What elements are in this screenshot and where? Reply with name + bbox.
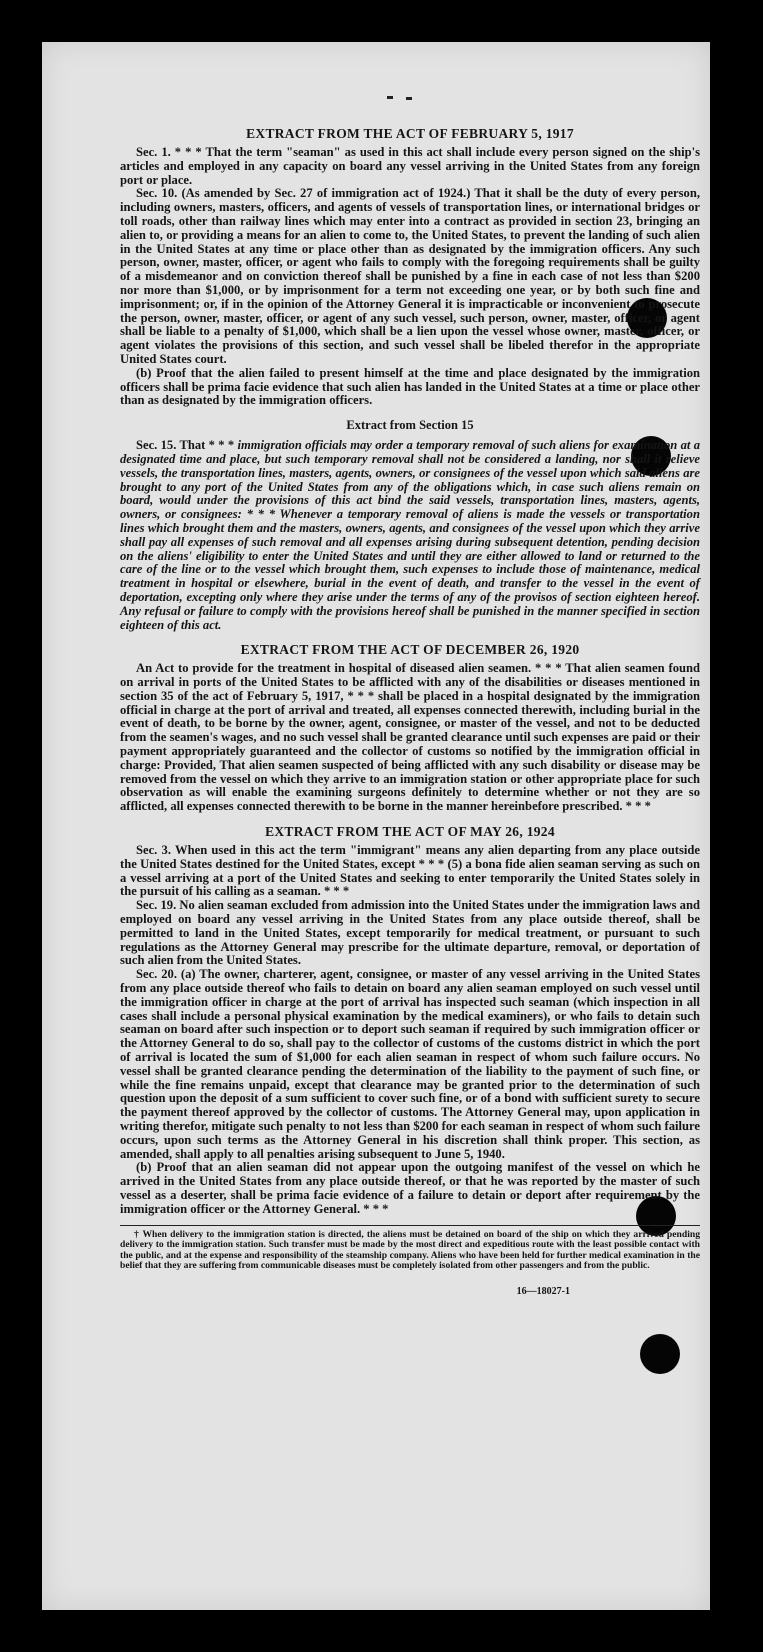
footnote: † When delivery to the immigration station is directed, the aliens must be detained on board of the ship on which they arrived pending delivery to the immigration station. Such transfer must be made by the most direct and expeditious route with the least possible contact with the public, and at the expense and responsibility of the steamship company. Aliens who have been held for further medical examination in the belief that they are suffering from communicable diseases must be completely isolated from other passengers and from the public. — [120, 1228, 700, 1272]
document-body — [120, 120, 700, 1297]
section-heading: EXTRACT FROM THE ACT OF DECEMBER 26, 1920 — [240, 642, 580, 658]
paragraph: (b) Proof that an alien seaman did not appear upon the outgoing manifest of the vessel on which he arrived in the United States from any place outside thereof, or that he was reported by the master of such vessel as a deserter, shall be prima facie evidence of a failure to detain or deport after requirement by the immigration officer or the Attorney General. * * * — [120, 1160, 700, 1216]
paragraph: Sec. 1. * * * That the term "seaman" as used in this act shall include every person signed on the ship's articles and employed in any capacity on board any vessel arriving in the United States from any foreign port or place. — [120, 145, 700, 187]
paragraph: Sec. 3. When used in this act the term "immigrant" means any alien departing from any place outside the United States destined for the United States, except * * * (5) a bona fide alien seaman serving as such on a vessel arriving at a port of the United States and seeking to enter temporarily the United States solely in the pursuit of his calling as a seaman. * * * — [120, 843, 700, 899]
form-number: 16—18027-1 — [516, 1285, 570, 1297]
paragraph: An Act to provide for the treatment in hospital of diseased alien seamen. * * * That alien seamen found on arrival in ports of the United States to be afflicted with any of the disabilities or diseases mentioned in section 35 of the act of February 5, 1917, * * * shall be placed in a hospital designated by the immigration official in charge at the port of arrival and treated, all expenses connected therewith, including burial in the event of death, to be borne by the owner, agent, consignee, or master of the vessel, and not to be deducted from the seamen's wages, and no such vessel shall be granted clearance until such expenses are paid or their payment appropriately guaranteed and the collector of customs so notified by the immigration official in charge: Provided, That alien seamen suspected of being afflicted with any such disability or disease may be removed from the vessel on which they arrive to an immigration station or other appropriate place for such observation as will enable the examining surgeons definitely to determine whether or not they are so afflicted, all expenses connected therewith to be borne in the manner hereinbefore prescribed. * * * — [120, 661, 700, 814]
punch-hole — [640, 1334, 680, 1374]
scan-mark — [387, 96, 393, 99]
section-heading: EXTRACT FROM THE ACT OF MAY 26, 1924 — [265, 824, 555, 840]
italic-text: immigration officials may order a temporary removal of such aliens for examination at a designated time and place, but such temporary removal shall not be considered a landing, nor shall it relieve vessels, the transportation lines, masters, agents, owners, or consignees of the vessel upon which said aliens are brought to any port of the United States from any of the obligations which, in case such aliens remain on board, would under the provisions of this act bind the said vessels, transportation lines, masters, agents, owners, or consignees: * * * Whenever a temporary removal of aliens is made the vessels or transportation lines which brought them and the masters, owners, agents, and consignees of the vessel upon which they arrive shall pay all expenses of such removal and all expenses arising during subsequent detention, pending decision on the aliens' eligibility to enter the United States and until they are either allowed to land or returned to the care of the line or to the vessel which brought them, such expenses to include those of maintenance, medical treatment in hospital or elsewhere, burial in the event of death, and transfer to the vessel in the event of deportation, excepting only where they arise under the terms of any of the provisos of section eighteen hereof. Any refusal or failure to comply with the provisions hereof shall be punished in the manner specified in section eighteen of this act. — [120, 438, 700, 632]
section-subheading: Extract from Section 15 — [346, 418, 474, 433]
paragraph: Sec. 10. (As amended by Sec. 27 of immigration act of 1924.) That it shall be the duty of every person, including owners, masters, officers, and agents of vessels of transportation lines, or international bridges or toll roads, other than railway lines which may enter into a contract as provided in section 23, bringing an alien to, or providing a means for an alien to come to, the United States, to prevent the landing of such alien in the United States at any time or place other than as designated by the immigration officers. Any such person, owner, master, officer, or agent who fails to comply with the foregoing requirements shall be guilty of a misdemeanor and on conviction thereof shall be punished by a fine in each case of not less than $200 nor more than $1,000, or by imprisonment for a term not exceeding one year, or by both such fine and imprisonment; or, if in the opinion of the Attorney General it is impracticable or inconvenient to prosecute the person, owner, master, officer, or agent of any such vessel, such person, owner, master, officer, or agent shall be liable to a penalty of $1,000, which shall be a lien upon the vessel whose owner, master, officer, or agent violates the provisions of this section, and such vessel shall be libeled therefor in the appropriate United States court. — [120, 186, 700, 366]
footnote-divider — [120, 1225, 700, 1226]
paragraph-lead: Sec. 15. That * * * — [136, 438, 235, 453]
paragraph: Sec. 20. (a) The owner, charterer, agent, consignee, or master of any vessel arriving in the United States from any place outside thereof who fails to detain on board any alien seaman employed on such vessel until the immigration officer in charge at the port of arrival has inspected such seaman (which inspection in all cases shall include a personal physical examination by the medical examiners), or who fails to detain such seaman on board after such inspection or to deport such seaman if required by such immigration officer or the Attorney General to do so, shall pay to the collector of customs of the customs district in which the port of arrival is located the sum of $1,000 for each alien seaman in respect of whom such failure occurs. No vessel shall be granted clearance pending the determination of the liability to the payment of such fine, or while the fine remains unpaid, except that clearance may be granted prior to the determination of such question upon the deposit of a sum sufficient to cover such fine, or of a bond with sufficient surety to secure the payment thereof approved by the collector of customs. The Attorney General may, upon application in writing therefor, mitigate such penalty to not less than $200 for each seaman in respect of whom such failure occurs, upon such terms as the Attorney General in his discretion shall think proper. This section, as amended, shall apply to all penalties arising subsequent to June 5, 1940. — [120, 967, 700, 1161]
paragraph — [120, 439, 700, 632]
document-page — [42, 42, 710, 1610]
paragraph: (b) Proof that the alien failed to present himself at the time and place designated by the immigration officers shall be prima facie evidence that such alien has landed in the United States at a time or place other than as designated by the immigration officers. — [120, 365, 700, 408]
section-heading: EXTRACT FROM THE ACT OF FEBRUARY 5, 1917 — [246, 126, 574, 141]
scan-mark — [406, 97, 412, 100]
paragraph: Sec. 19. No alien seaman excluded from admission into the United States under the immigration laws and employed on board any vessel arriving in the United States from any place outside thereof, shall be permitted to land in the United States, except temporarily for medical treatment, or pursuant to such regulations as the Attorney General may prescribe for the ultimate departure, removal, or deportation of such alien from the United States. — [120, 898, 700, 968]
